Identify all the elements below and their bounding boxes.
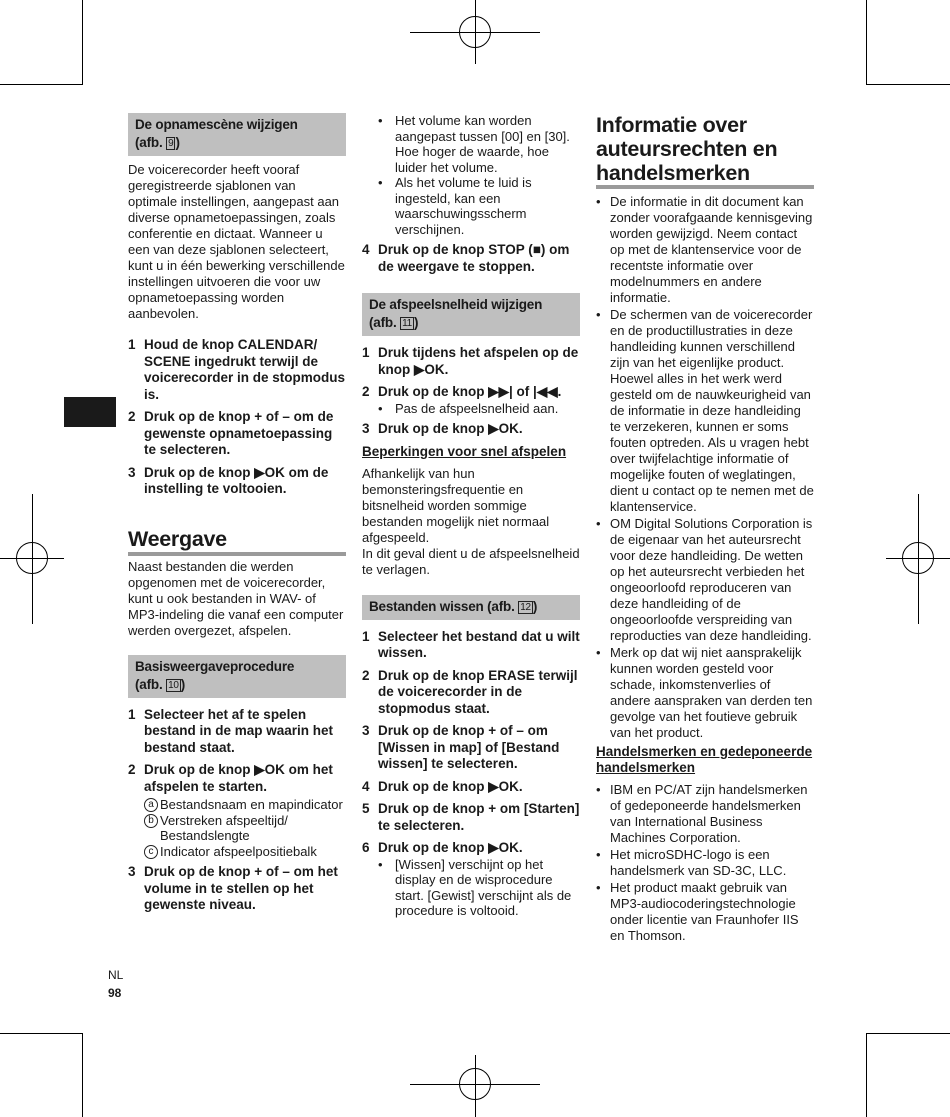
crop-mark — [866, 1033, 867, 1117]
ref-suffix: ) — [532, 598, 538, 614]
crop-mark — [866, 0, 867, 85]
section-box-erase — [362, 595, 580, 620]
bullet: • — [378, 175, 383, 190]
bullet-item — [596, 194, 814, 306]
step — [362, 629, 580, 662]
step-text: Druk op de knop ERASE terwijl de voicerecorder in de stopmodus staat. — [378, 667, 578, 716]
heading-copyright: Informatie over auteursrechten en handelsmerken — [596, 113, 814, 189]
step-number: 2 — [128, 409, 136, 424]
heading-weergave: Weergave — [128, 528, 346, 556]
bullet-item — [362, 857, 580, 919]
bullet-item — [596, 880, 814, 944]
intro-text: De voicerecorder heeft vooraf geregistreerde sjablonen van optimale instellingen, aangepast aan diverse opnametoepassingen, zoals conferentie en dictaat. Wanneer u een van deze sjablonen selecteert, kunt u in één bewerking verschillende instellingen uitvoeren die voor uw opnametoepassing worden aanbevolen. — [128, 162, 345, 321]
figure-ref: 11 — [402, 318, 413, 329]
bullet: • — [378, 113, 383, 128]
ref-prefix: (afb. — [135, 676, 167, 692]
steps-basic — [128, 707, 346, 914]
section-box-basic — [128, 655, 346, 698]
bullet-item — [596, 307, 814, 515]
bullet: • — [378, 400, 383, 416]
crop-mark — [82, 0, 83, 85]
step-number: 5 — [362, 801, 370, 816]
step — [128, 762, 346, 795]
ref-prefix: (afb. — [135, 135, 167, 150]
step — [128, 337, 346, 403]
crop-mark — [866, 1033, 950, 1034]
step — [362, 668, 580, 718]
step-text: Houd de knop CALENDAR/ SCENE ingedrukt terwijl de voicerecorder in de stopmodus is. — [144, 337, 346, 402]
step-number: 1 — [128, 337, 136, 352]
step-text: Druk tijdens het afspelen op de knop ▶OK. — [378, 345, 579, 377]
figure-ref: 12 — [520, 601, 531, 613]
crop-mark — [0, 84, 82, 85]
steps-speed — [362, 345, 580, 438]
step — [362, 242, 580, 275]
bullet: • — [596, 194, 601, 209]
bullet: • — [596, 880, 601, 895]
step-text: Selecteer het bestand dat u wilt wissen. — [378, 628, 580, 660]
bullet-text: Het volume kan worden aangepast tussen [00] en [30]. Hoe hoger de waarde, hoe luider het volume. — [395, 113, 570, 175]
bullet: • — [596, 307, 601, 322]
limits-heading: Beperkingen voor snel afspelen — [362, 443, 567, 459]
bullet-item — [596, 516, 814, 644]
step — [362, 779, 580, 796]
step-number: 3 — [128, 464, 136, 480]
step-number: 2 — [362, 667, 370, 683]
label-circle: a — [144, 798, 158, 812]
label-circle: b — [144, 814, 158, 828]
figure-ref: 9 — [168, 138, 174, 149]
step-text: Druk op de knop + of – om de gewenste opnametoepassing te selecteren. — [144, 409, 334, 457]
step-text: Druk op de knop ▶OK om het afspelen te starten. — [144, 762, 333, 794]
section-tab — [64, 397, 116, 427]
crop-mark — [0, 1033, 82, 1034]
column-right — [596, 113, 814, 944]
section-title: Basisweergaveprocedure — [135, 658, 295, 674]
bullet-text: Het microSDHC-logo is een handelsmerk van SD-3C, LLC. — [610, 847, 787, 878]
ref-prefix: (afb. — [369, 315, 401, 330]
step-text: Druk op de knop + of – om [Wissen in map] of [Bestand wissen] te selecteren. — [378, 723, 560, 771]
bullet-text: De schermen van de voicerecorder en de productillustraties in deze handleiding kunnen verschillend zijn van het eigenlijke product. Hoewel alles in het werk werd gesteld om de nauwkeurigheid van de informatie in deze handleiding te verzekeren, kunnen er soms fouten optreden. Als u vragen hebt over twijfelachtige informatie of mogelijke fouten of weglatingen, dient u contact op te nemen met de klantenservice. — [610, 307, 814, 514]
figure-ref: 10 — [168, 679, 179, 691]
label-circle: c — [144, 845, 158, 859]
trademark-heading: Handelsmerken en gedeponeerde handelsmerken — [596, 744, 813, 775]
bullet: • — [596, 645, 601, 660]
label-item — [128, 813, 346, 844]
bullet-text: Het product maakt gebruik van MP3-audiocoderingstechnologie onder licentie van Fraunhofer IIS en Thomson. — [610, 880, 799, 943]
step-number: 1 — [362, 628, 370, 644]
bullet-text: IBM en PC/AT zijn handelsmerken of gedeponeerde handelsmerken van International Business Machines Corporation. — [610, 782, 808, 845]
step — [362, 840, 580, 857]
steps-erase — [362, 629, 580, 919]
bullet-item — [362, 113, 580, 175]
page-lang: NL — [108, 968, 124, 982]
step-text: Druk op de knop + om [Starten] te selecteren. — [378, 801, 580, 833]
step-text: Druk op de knop ▶OK om de instelling te voltooien. — [144, 464, 329, 496]
bullet: • — [596, 516, 601, 531]
step — [128, 864, 346, 914]
weergave-text: Naast bestanden die werden opgenomen met de voicerecorder, kunt u ook bestanden in WAV- of MP3-indeling die vanaf een computer werden overgezet, afspelen. — [128, 558, 344, 638]
bullet-text: De informatie in dit document kan zonder voorafgaande kennisgeving worden gewijzigd. Neem contact op met de klantenservice voor de recentste informatie over modelnummers en andere informatie. — [610, 194, 813, 305]
step-number: 2 — [128, 762, 136, 777]
trademark-bullets — [596, 782, 814, 944]
step-number: 1 — [362, 345, 370, 360]
label-item — [128, 844, 346, 860]
bullet-item — [596, 645, 814, 741]
bullet-item — [362, 401, 580, 417]
column-middle — [362, 113, 580, 919]
step — [362, 801, 580, 834]
step-number: 1 — [128, 706, 136, 722]
steps-scene — [128, 337, 346, 498]
step — [128, 707, 346, 757]
section-box-scene — [128, 113, 346, 156]
step — [362, 421, 580, 438]
step-number: 3 — [362, 723, 370, 738]
step-number: 4 — [362, 778, 370, 794]
bullet-text: OM Digital Solutions Corporation is de eigenaar van het auteursrecht voor deze handleiding. De wetten op het auteursrecht verbieden het ongeoorloofd reproduceren van deze handleiding of de ongeoorloofde verspreiding van reproducties van deze handleiding. — [610, 516, 813, 643]
limits-text-2: In dit geval dient u de afspeelsnelheid te verlagen. — [362, 545, 580, 577]
bullet-text: [Wissen] verschijnt op het display en de wisprocedure start. [Gewist] verschijnt als de procedure is voltooid. — [395, 856, 572, 918]
step-number: 4 — [362, 242, 370, 257]
page-number: 98 — [108, 986, 122, 1000]
label-text: Bestandsnaam en mapindicator — [160, 797, 343, 812]
bullet: • — [596, 782, 601, 797]
step-text: Druk op de knop ▶OK. — [378, 840, 523, 855]
bullet-text: Als het volume te luid is ingesteld, kan een waarschuwingsscherm verschijnen. — [395, 175, 532, 237]
step — [362, 723, 580, 773]
label-text: Verstreken afspeeltijd/ Bestandslengte — [160, 812, 288, 843]
step-number: 3 — [362, 421, 370, 436]
step-text: Selecteer het af te spelen bestand in de map waarin het bestand staat. — [144, 706, 334, 755]
bullet: • — [378, 856, 383, 872]
section-title: Bestanden wissen (afb. — [369, 598, 519, 614]
bullet-item — [596, 847, 814, 879]
limits-text: Afhankelijk van hun bemonsteringsfrequentie en bitsnelheid worden sommige bestanden mogelijk niet normaal afgespeeld. — [362, 465, 550, 545]
section-title: De opnamescène wijzigen — [135, 117, 298, 132]
step-text: Druk op de knop STOP (■) om de weergave te stoppen. — [378, 242, 570, 274]
ref-suffix: ) — [180, 676, 186, 692]
step-text: Druk op de knop ▶OK. — [378, 778, 523, 794]
bullet: • — [596, 847, 601, 862]
section-box-speed — [362, 293, 580, 336]
bullet-text: Pas de afspeelsnelheid aan. — [395, 400, 559, 416]
bullet-text: Merk op dat wij niet aansprakelijk kunnen worden gesteld voor schade, inkomstenverlies of andere aanspraken van derden ten gevolge van het foutieve gebruik van het product. — [610, 645, 813, 740]
step-number: 3 — [128, 864, 136, 879]
label-item — [128, 797, 346, 813]
copyright-bullets — [596, 194, 814, 741]
section-title: De afspeelsnelheid wijzigen — [369, 297, 543, 312]
column-left — [128, 113, 346, 914]
ref-suffix: ) — [175, 135, 180, 150]
step-text: Druk op de knop ▶OK. — [378, 421, 523, 436]
step-number: 6 — [362, 840, 370, 855]
label-text: Indicator afspeelpositiebalk — [160, 843, 317, 859]
crop-mark — [866, 84, 950, 85]
step-text: Druk op de knop + of – om het volume in te stellen op het gewenste niveau. — [144, 864, 338, 912]
ref-suffix: ) — [414, 315, 419, 330]
crop-mark — [82, 1033, 83, 1117]
step — [128, 465, 346, 498]
bullet-item — [596, 782, 814, 846]
step — [362, 384, 580, 401]
step-text: Druk op de knop ▶▶| of |◀◀. — [378, 384, 562, 399]
step — [128, 409, 346, 459]
bullet-item — [362, 175, 580, 237]
step — [362, 345, 580, 378]
step-number: 2 — [362, 384, 370, 399]
